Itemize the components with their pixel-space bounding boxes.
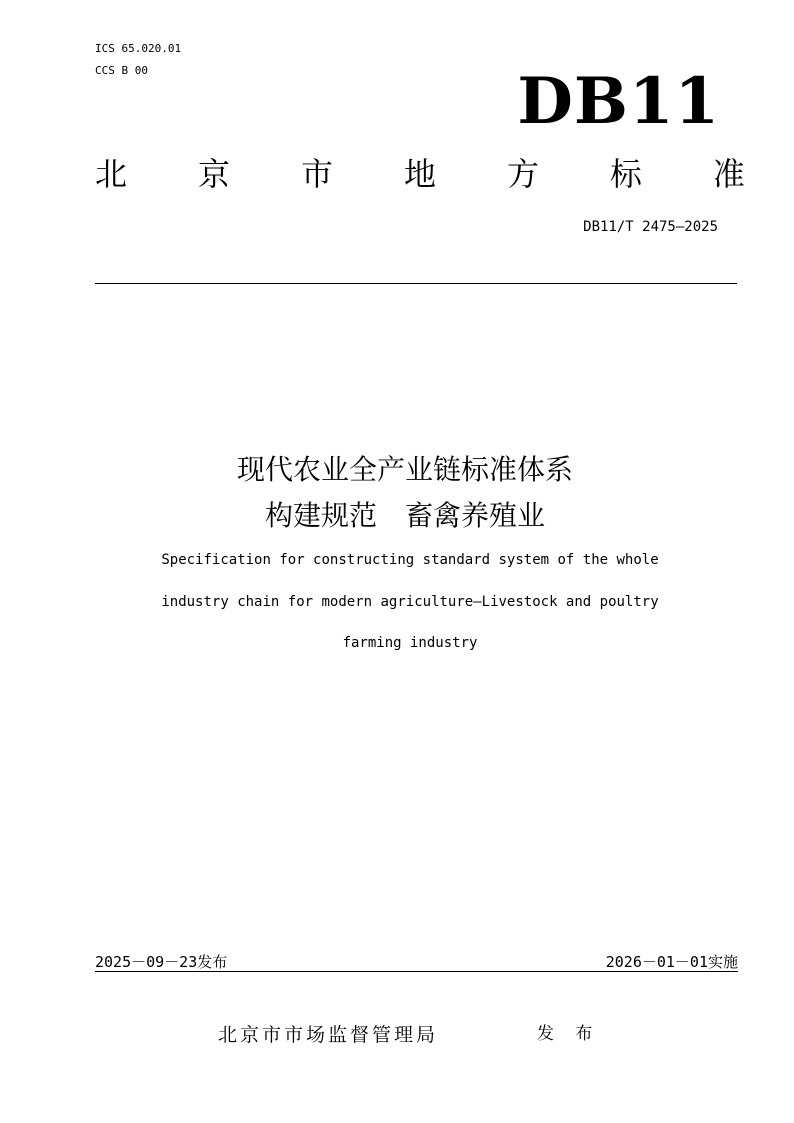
standard-type-char: 准 — [712, 155, 745, 193]
implementation-label: 实施 — [707, 953, 738, 971]
issue-label: 发布 — [197, 953, 228, 971]
standard-type-char: 方 — [506, 155, 539, 193]
standard-type-char: 北 — [95, 155, 128, 193]
standard-type-char: 京 — [197, 155, 230, 193]
ccs-code: CCS B 00 — [95, 64, 148, 77]
english-title-line-3: farming industry — [342, 635, 478, 651]
chinese-title-line-1: 现代农业全产业链标准体系 — [236, 453, 573, 486]
chinese-title-line-2: 构建规范 畜禽养殖业 — [264, 499, 545, 532]
english-title-line-1: Specification for constructing standard system of the whole — [161, 552, 659, 568]
english-title-line-2: industry chain for modern agriculture—Livestock and poultry — [161, 594, 659, 610]
standard-type-char: 地 — [403, 155, 436, 193]
issue-date — [95, 952, 227, 972]
top-divider — [95, 283, 737, 284]
ics-code: ICS 65.020.01 — [95, 42, 182, 55]
bottom-divider — [95, 971, 738, 972]
publish-label: 发 布 — [537, 1024, 601, 1044]
implementation-date-value: 2026－01－01 — [605, 953, 708, 971]
issue-date-value: 2025－09－23 — [95, 953, 198, 971]
publisher-name: 北京市市场监督管理局 — [218, 1024, 439, 1046]
standard-number: DB11/T 2475—2025 — [583, 219, 718, 235]
db11-mark: DB11 — [517, 64, 720, 139]
standard-type-char: 标 — [609, 155, 642, 193]
implementation-date — [480, 952, 738, 972]
standard-type-char: 市 — [300, 155, 333, 193]
standard-type-title — [95, 152, 745, 196]
